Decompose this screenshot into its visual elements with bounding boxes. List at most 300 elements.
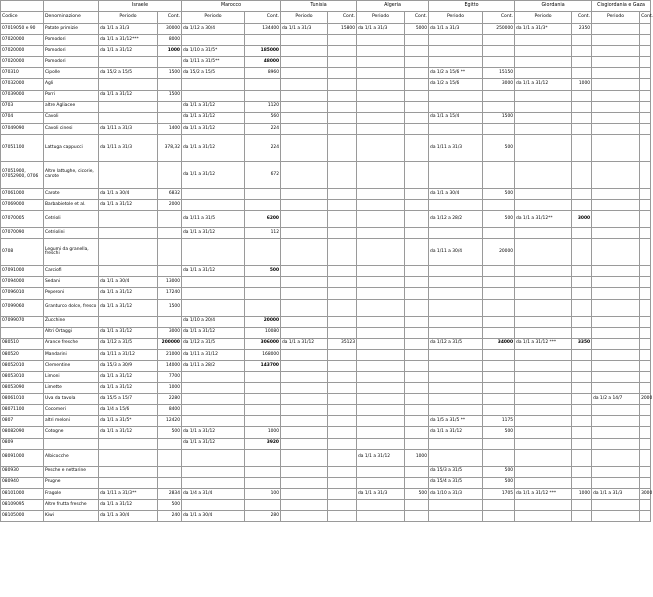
quota-amount [328, 449, 357, 466]
quota-amount [328, 101, 357, 112]
quota-period [515, 416, 572, 427]
country-marocco: Marocco [182, 1, 281, 12]
quota-period [592, 427, 640, 438]
quota-amount [572, 134, 592, 161]
quota-amount [640, 405, 651, 416]
product-code: 07019050 e 90 [1, 24, 44, 35]
quota-amount: 500 [245, 266, 281, 277]
product-code: 07099060 [1, 299, 44, 316]
quota-period: da 1/1 a 31/12 [357, 449, 405, 466]
country-tunisia: Tunisia [281, 1, 357, 12]
quota-amount: 378,32 [158, 134, 182, 161]
quota-period: da 1/1 a 31/12 *** [515, 338, 572, 349]
quota-period [515, 499, 572, 510]
quota-period: da 1/11 a 28/2 [182, 360, 245, 371]
quota-period: da 1/11 a 30/4 [429, 239, 483, 266]
quota-period [281, 200, 328, 211]
quota-period [592, 24, 640, 35]
product-name: Zucchine [44, 316, 99, 327]
product-name [44, 438, 99, 449]
quota-amount [328, 371, 357, 382]
quota-amount [328, 161, 357, 188]
quota-period [182, 416, 245, 427]
quota-period [357, 35, 405, 46]
quota-amount: 500 [405, 488, 429, 499]
quota-period [99, 438, 158, 449]
quota-amount: 20000 [483, 239, 515, 266]
quota-amount: 168000 [245, 349, 281, 360]
quota-amount [328, 211, 357, 228]
product-code: 07061000 [1, 188, 44, 199]
quota-period: da 1/11 a 31/12 [99, 349, 158, 360]
quota-period [592, 79, 640, 90]
quota-amount [405, 371, 429, 382]
quota-amount [483, 383, 515, 394]
quota-period [182, 200, 245, 211]
table-row [1, 123, 651, 134]
table-row [1, 427, 651, 438]
quota-amount [328, 416, 357, 427]
quota-amount [572, 394, 592, 405]
header-periodo: Periodo [429, 12, 483, 24]
quota-amount [640, 228, 651, 239]
table-row [1, 200, 651, 211]
quota-period [182, 394, 245, 405]
quota-amount [158, 466, 182, 477]
quota-amount [328, 239, 357, 266]
country-algeria: Algeria [357, 1, 429, 12]
product-name: Legumi da granella, freschi [44, 239, 99, 266]
quota-period: da 1/10 a 31/5* [182, 46, 245, 57]
quota-amount [328, 499, 357, 510]
quota-amount: 134400 [245, 24, 281, 35]
quota-period [281, 477, 328, 488]
quota-period [429, 360, 483, 371]
quota-amount: 240 [158, 511, 182, 522]
quota-amount [572, 101, 592, 112]
quota-amount [158, 316, 182, 327]
quota-amount [328, 349, 357, 360]
table-row [1, 266, 651, 277]
quota-amount: 500 [483, 477, 515, 488]
quota-amount [405, 338, 429, 349]
table-row [1, 211, 651, 228]
quota-period [592, 316, 640, 327]
product-name: Pomodori [44, 57, 99, 68]
product-code: 0809 [1, 438, 44, 449]
quota-amount: 48000 [245, 57, 281, 68]
quota-period [592, 123, 640, 134]
quota-period [592, 101, 640, 112]
quota-period [281, 394, 328, 405]
quota-period [515, 394, 572, 405]
quota-amount [328, 90, 357, 101]
quota-period [515, 239, 572, 266]
quota-period [99, 211, 158, 228]
quota-amount: 224 [245, 134, 281, 161]
quota-amount: 2000 [158, 200, 182, 211]
table-row [1, 299, 651, 316]
quota-amount: 500 [158, 499, 182, 510]
header-periodo: Periodo [182, 12, 245, 24]
quota-amount [245, 35, 281, 46]
quota-period: da 1/11 a 31/3 [99, 134, 158, 161]
quota-amount [158, 438, 182, 449]
quota-amount: 3000 [572, 211, 592, 228]
table-row [1, 488, 651, 499]
header-cont: Cont. [328, 12, 357, 24]
quota-amount: 10080 [245, 327, 281, 338]
quota-period: da 1/4 a 15/6 [99, 405, 158, 416]
quota-period [281, 68, 328, 79]
quota-period [281, 488, 328, 499]
quota-period [592, 266, 640, 277]
quota-period: da 1/1 a 31/12 [99, 499, 158, 510]
quota-amount [640, 46, 651, 57]
table-row [1, 239, 651, 266]
quota-period [592, 466, 640, 477]
table-row [1, 349, 651, 360]
quota-amount [405, 211, 429, 228]
product-name: Granturco dolce, fresco [44, 299, 99, 316]
quota-amount [572, 405, 592, 416]
quota-period [281, 405, 328, 416]
quota-period [182, 405, 245, 416]
quota-period [515, 427, 572, 438]
quota-amount [640, 449, 651, 466]
quota-amount [483, 101, 515, 112]
quota-period [515, 228, 572, 239]
quota-period [592, 383, 640, 394]
quota-amount: 3920 [245, 438, 281, 449]
quota-amount [483, 46, 515, 57]
product-name: Altre frutta fresche [44, 499, 99, 510]
quota-amount: 500 [483, 427, 515, 438]
quota-amount [328, 327, 357, 338]
quota-period [592, 327, 640, 338]
quota-amount [572, 371, 592, 382]
column-header-row [1, 12, 651, 24]
quota-amount [640, 438, 651, 449]
quota-period [99, 239, 158, 266]
quota-amount [640, 416, 651, 427]
quota-amount [572, 239, 592, 266]
quota-amount: 1705 [483, 488, 515, 499]
quota-amount [572, 200, 592, 211]
quota-amount: 1000 [158, 46, 182, 57]
product-code: 07070090 [1, 228, 44, 239]
quota-period [429, 394, 483, 405]
quota-period [182, 371, 245, 382]
quota-amount: 34000 [483, 338, 515, 349]
quota-period: da 1/1 a 31/3* [515, 24, 572, 35]
quota-period [281, 499, 328, 510]
quota-amount [483, 511, 515, 522]
quota-period: da 1/1 a 31/3 [357, 24, 405, 35]
quota-amount [328, 188, 357, 199]
quota-amount: 143700 [245, 360, 281, 371]
quota-amount [572, 299, 592, 316]
quota-period [592, 338, 640, 349]
quota-period [182, 499, 245, 510]
product-code: 07070005 [1, 211, 44, 228]
table-row [1, 79, 651, 90]
table-row [1, 101, 651, 112]
quota-amount [328, 112, 357, 123]
quota-period: da 1/1 a 31/12 [182, 327, 245, 338]
quota-period: da 1/1 a 31/12 [182, 427, 245, 438]
header-periodo: Periodo [515, 12, 572, 24]
quota-amount: 306000 [245, 338, 281, 349]
quota-period [357, 383, 405, 394]
table-row [1, 394, 651, 405]
quota-period: da 1/1 a 31/12 [515, 79, 572, 90]
table-row [1, 68, 651, 79]
quota-period [182, 466, 245, 477]
quota-period [592, 511, 640, 522]
product-name: Pomodori [44, 35, 99, 46]
product-code: 08052010 [1, 360, 44, 371]
quota-period [357, 46, 405, 57]
product-code: 08053010 [1, 371, 44, 382]
product-name: altri meloni [44, 416, 99, 427]
quota-amount: 8000 [158, 35, 182, 46]
quota-period [281, 299, 328, 316]
quota-amount [572, 327, 592, 338]
table-row [1, 188, 651, 199]
product-code: 08082090 [1, 427, 44, 438]
product-code: 07032000 [1, 79, 44, 90]
header-cont: Cont. [158, 12, 182, 24]
quota-amount [245, 188, 281, 199]
quota-period [515, 383, 572, 394]
quota-period [429, 277, 483, 288]
quota-amount [640, 427, 651, 438]
product-name: Porri [44, 90, 99, 101]
quota-period [515, 511, 572, 522]
quota-amount [328, 46, 357, 57]
product-name: Arance fresche [44, 338, 99, 349]
quota-period: da 1/11 a 31/12 [182, 349, 245, 360]
product-code: 08053090 [1, 383, 44, 394]
quota-period [515, 161, 572, 188]
quota-amount [405, 188, 429, 199]
quota-period [515, 360, 572, 371]
table-row [1, 466, 651, 477]
product-code: 07020000 [1, 57, 44, 68]
table-row [1, 438, 651, 449]
quota-amount [640, 239, 651, 266]
quota-amount: 112 [245, 228, 281, 239]
quota-period [592, 134, 640, 161]
quota-amount [640, 466, 651, 477]
quota-period: da 15/5 a 15/7 [99, 394, 158, 405]
quota-period: da 1/12 a 31/5 [429, 338, 483, 349]
quota-period [182, 90, 245, 101]
header-cont: Cont. [483, 12, 515, 24]
quota-amount [405, 200, 429, 211]
quota-period [281, 46, 328, 57]
quota-period [182, 79, 245, 90]
quota-period [281, 349, 328, 360]
quota-amount [405, 277, 429, 288]
quota-period [515, 405, 572, 416]
quota-amount [483, 349, 515, 360]
quota-period [182, 239, 245, 266]
product-name: Limoni [44, 371, 99, 382]
quota-amount [245, 90, 281, 101]
quota-period [515, 266, 572, 277]
quota-amount: 280 [245, 511, 281, 522]
quota-amount [328, 200, 357, 211]
table-row [1, 499, 651, 510]
quota-amount [328, 35, 357, 46]
quota-amount: 6832 [158, 188, 182, 199]
table-row [1, 477, 651, 488]
quota-amount [572, 360, 592, 371]
quota-period [357, 266, 405, 277]
quota-amount [245, 239, 281, 266]
quota-period: da 1/1 a 31/12 [99, 200, 158, 211]
product-name: Prugne [44, 477, 99, 488]
quota-amount [572, 511, 592, 522]
quota-amount: 2350 [572, 24, 592, 35]
quota-period: da 1/1 a 31/12 [99, 427, 158, 438]
quota-period [281, 360, 328, 371]
quota-period [592, 200, 640, 211]
product-name: Cavoli [44, 112, 99, 123]
quota-period [357, 477, 405, 488]
quota-amount: 3000 [158, 327, 182, 338]
product-name: Barbabietole et al. [44, 200, 99, 211]
quota-period [429, 46, 483, 57]
quota-period: da 1/1 a 31/12 [281, 338, 328, 349]
product-name: Cetrioli [44, 211, 99, 228]
quota-period [99, 161, 158, 188]
quota-amount: 3350 [572, 338, 592, 349]
product-code: 0807 [1, 416, 44, 427]
quota-period [99, 316, 158, 327]
quota-period [429, 123, 483, 134]
header-blank [44, 1, 99, 12]
table-row [1, 46, 651, 57]
product-code: 07020000 [1, 35, 44, 46]
product-code: 08071100 [1, 405, 44, 416]
quota-amount: 185000 [245, 46, 281, 57]
quota-amount [405, 405, 429, 416]
table-row [1, 57, 651, 68]
product-name: Mandarini [44, 349, 99, 360]
quota-amount [640, 299, 651, 316]
quota-amount [640, 499, 651, 510]
quota-period [429, 349, 483, 360]
table-row [1, 327, 651, 338]
product-code: 080930 [1, 466, 44, 477]
quota-period [182, 35, 245, 46]
quota-period [182, 477, 245, 488]
table-row [1, 316, 651, 327]
product-name: Pesche e nettarine [44, 466, 99, 477]
quota-period: da 1/1 a 31/12 [99, 46, 158, 57]
product-code: 07094000 [1, 277, 44, 288]
quota-amount [405, 266, 429, 277]
quota-period [429, 316, 483, 327]
quota-period [357, 228, 405, 239]
quota-amount [405, 57, 429, 68]
quota-period: da 1/1 a 31/12 [182, 134, 245, 161]
quota-period [592, 228, 640, 239]
quota-period [99, 112, 158, 123]
quota-amount [640, 211, 651, 228]
quota-amount [328, 228, 357, 239]
quota-amount: 30000 [158, 24, 182, 35]
quota-amount [483, 449, 515, 466]
quota-period [429, 299, 483, 316]
product-name: Fragole [44, 488, 99, 499]
quota-amount [640, 123, 651, 134]
quota-period [592, 68, 640, 79]
quota-amount [328, 466, 357, 477]
quota-period [281, 466, 328, 477]
product-code: 07096010 [1, 288, 44, 299]
table-row [1, 449, 651, 466]
quota-amount [328, 277, 357, 288]
quota-period [99, 228, 158, 239]
table-row [1, 405, 651, 416]
product-name: Cetriolini [44, 228, 99, 239]
product-code: 07051900, 07052900, 0706 [1, 161, 44, 188]
quota-period [281, 123, 328, 134]
quota-amount [405, 349, 429, 360]
quota-period [182, 449, 245, 466]
quota-amount: 2000 [640, 394, 651, 405]
quota-period [515, 134, 572, 161]
quota-amount [245, 79, 281, 90]
quota-amount [572, 277, 592, 288]
quota-period: da 1/1 a 31/3 [357, 488, 405, 499]
quota-amount [483, 200, 515, 211]
quota-amount [245, 499, 281, 510]
quota-amount [483, 90, 515, 101]
quota-amount [245, 449, 281, 466]
table-row [1, 511, 651, 522]
quota-amount [483, 371, 515, 382]
quota-period [515, 299, 572, 316]
quota-period [429, 383, 483, 394]
quota-period [592, 35, 640, 46]
quota-period: da 1/1 a 31/12 [182, 123, 245, 134]
quota-period [357, 466, 405, 477]
quota-period [99, 477, 158, 488]
header-periodo: Periodo [281, 12, 328, 24]
table-row [1, 288, 651, 299]
quota-amount [405, 161, 429, 188]
quota-amount [640, 200, 651, 211]
quota-amount: 560 [245, 112, 281, 123]
quota-amount: 3000 [483, 79, 515, 90]
quota-period [592, 477, 640, 488]
quota-amount: 21000 [158, 349, 182, 360]
quota-period: da 1/1 a 31/12 [429, 427, 483, 438]
quota-amount [328, 299, 357, 316]
quota-period [357, 288, 405, 299]
header-codice: Codice [1, 12, 44, 24]
quota-amount [483, 394, 515, 405]
quota-period [281, 327, 328, 338]
table-row [1, 35, 651, 46]
quota-period [281, 438, 328, 449]
quota-amount: 1000 [158, 383, 182, 394]
